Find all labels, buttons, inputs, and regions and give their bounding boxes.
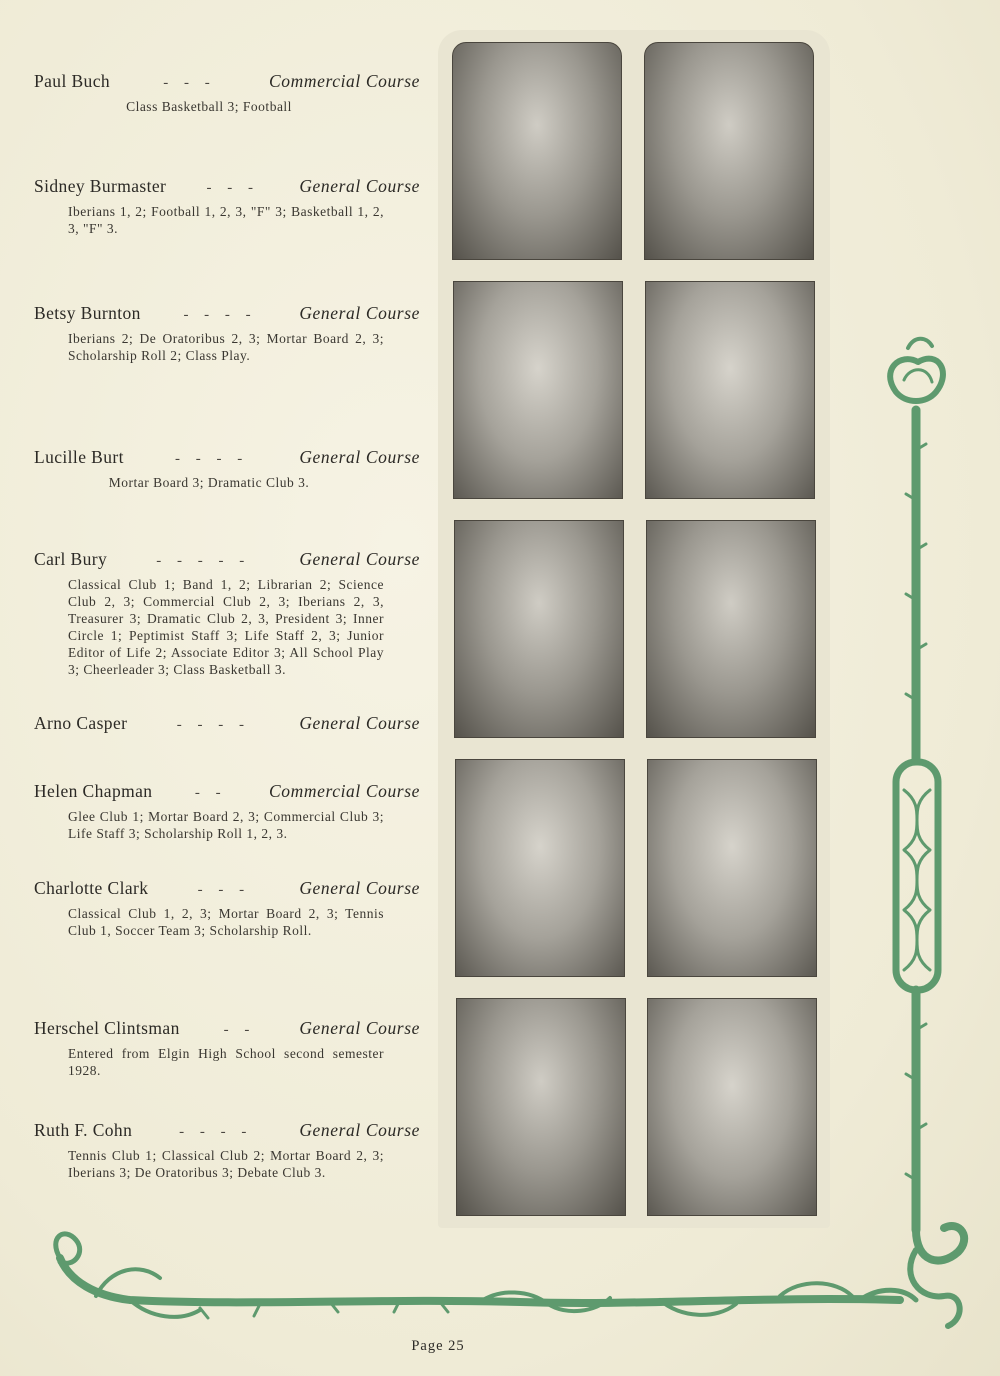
leader-dashes: - - - — [197, 882, 251, 898]
student-name: Lucille Burt — [34, 447, 124, 467]
course-name: Commercial Course — [268, 781, 420, 801]
course-name: General Course — [299, 713, 420, 733]
course-name: General Course — [299, 878, 420, 898]
activities-text: Classical Club 1, 2, 3; Mortar Board 2, 3; Tennis Club 1, Soccer Team 3; Scholarship Roll. — [68, 906, 384, 938]
leader-dashes: - - - - — [176, 717, 250, 733]
leader-dashes: - - - — [163, 75, 216, 91]
course-name: Commercial Course — [268, 71, 420, 91]
leader-dashes: - - — [223, 1022, 256, 1038]
student-name: Helen Chapman — [34, 781, 153, 801]
student-name: Charlotte Clark — [34, 878, 149, 898]
student-name: Ruth F. Cohn — [34, 1120, 133, 1140]
course-name: General Course — [299, 1018, 420, 1038]
activities-text: Tennis Club 1; Classical Club 2; Mortar Board 2, 3; Iberians 3; De Oratoribus 3; Debate Club 3. — [68, 1148, 384, 1180]
activities-text: Iberians 1, 2; Football 1, 2, 3, "F" 3; Basketball 1, 2, 3, "F" 3. — [68, 204, 384, 236]
activities-text: Class Basketball 3; Football — [126, 99, 292, 114]
activities-text: Iberians 2; De Oratoribus 2, 3; Mortar Board 2, 3; Scholarship Roll 2; Class Play. — [68, 331, 384, 363]
leader-dashes: - - - - — [183, 307, 257, 323]
student-name: Sidney Burmaster — [34, 176, 167, 196]
student-name: Herschel Clintsman — [34, 1018, 180, 1038]
student-name: Arno Casper — [34, 713, 128, 733]
student-name: Paul Buch — [34, 71, 111, 91]
leader-dashes: - - - — [206, 180, 260, 196]
leader-dashes: - - - - - — [156, 553, 251, 569]
leader-dashes: - - — [194, 785, 227, 801]
leader-dashes: - - - - — [174, 451, 249, 467]
course-name: General Course — [299, 176, 420, 196]
activities-text: Classical Club 1; Band 1, 2; Librarian 2; Science Club 2, 3; Commercial Club 2, 3; Iberians 2, 3, Treasurer 3; Dramatic Club 2, 3, President 3; Inner Circle 1; Peptimist Staff 3; Life Staff 2, 3; Junior Editor of Life 2; Associate Editor 3; All School Play 3; Cheerleader 3; Class Basketball 3. — [68, 577, 384, 677]
course-name: General Course — [299, 549, 420, 569]
activities-text: Entered from Elgin High School second semester 1928. — [68, 1046, 384, 1078]
course-name: General Course — [299, 303, 420, 323]
course-name: General Course — [299, 447, 420, 467]
page-number: Page 25 — [411, 1338, 465, 1354]
activities-text: Glee Club 1; Mortar Board 2, 3; Commercial Club 3; Life Staff 3; Scholarship Roll 1, 2, 3. — [68, 809, 384, 841]
student-name: Carl Bury — [34, 549, 108, 569]
course-name: General Course — [299, 1120, 420, 1140]
activities-text: Mortar Board 3; Dramatic Club 3. — [108, 475, 310, 490]
student-name: Betsy Burnton — [34, 303, 141, 323]
leader-dashes: - - - - — [179, 1124, 253, 1140]
